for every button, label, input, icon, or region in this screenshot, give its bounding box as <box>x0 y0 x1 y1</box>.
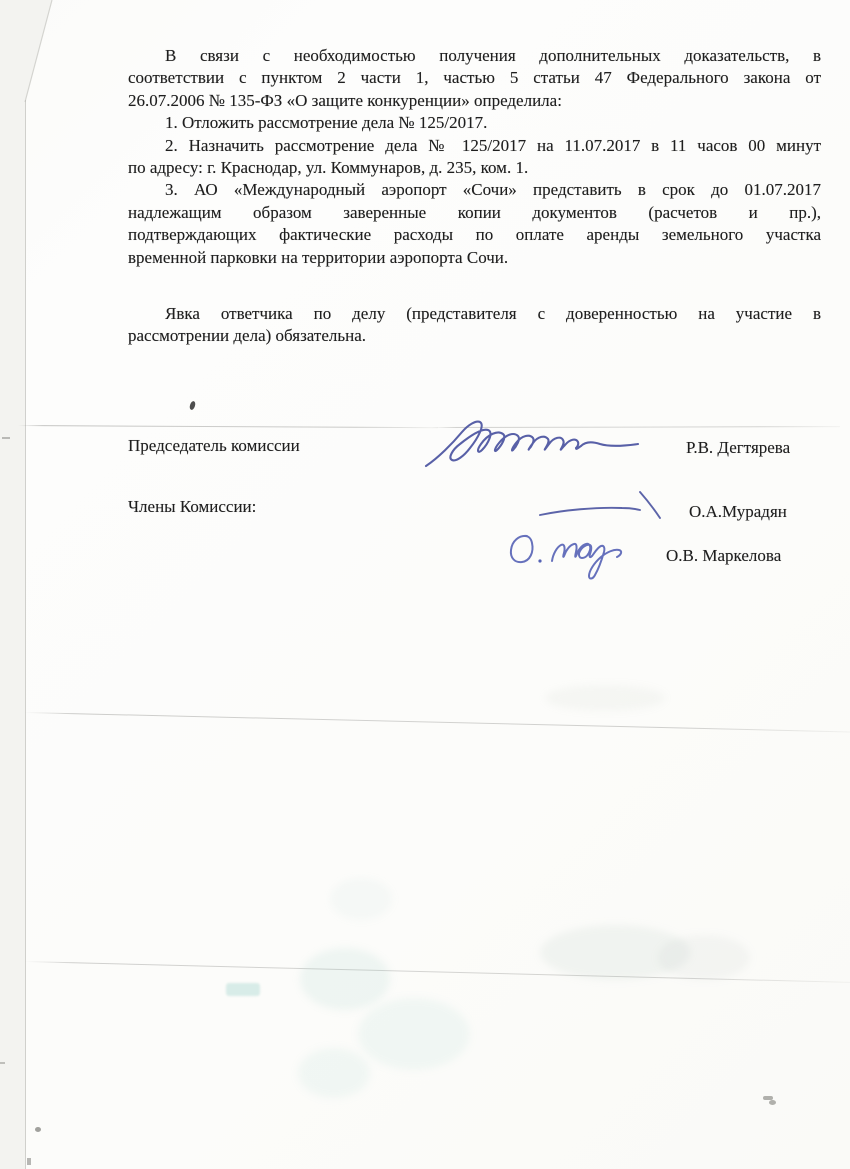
ink-bleed-smudge <box>300 948 390 1010</box>
ink-bleed-mark <box>226 983 260 996</box>
intro-line: соответствии с пунктом 2 части 1, частью 5 статьи 47 Федерального закона от <box>128 68 821 88</box>
member2-name: О.В. Маркелова <box>666 546 782 565</box>
fold-line-middle <box>24 712 850 733</box>
attendance-paragraph <box>128 303 821 348</box>
dust-speck <box>769 1100 776 1105</box>
members-label: Члены Комиссии: <box>128 497 257 516</box>
decision-item-3-line: временной парковки на территории аэропорта Сочи. <box>128 247 509 267</box>
chairman-name: Р.В. Дегтярева <box>686 438 791 457</box>
dust-speck <box>35 1127 41 1132</box>
ink-bleed-smudge <box>330 878 392 920</box>
dust-speck <box>2 437 10 439</box>
ink-bleed-smudge <box>545 685 665 711</box>
decision-item-3-line: надлежащим образом заверенные копии документов (расчетов и пр.), <box>128 202 821 222</box>
corner-fold-edge <box>25 0 52 102</box>
signature-stroke <box>511 536 533 562</box>
signature-dot <box>538 559 541 562</box>
dust-speck <box>27 1158 31 1165</box>
intro-line: В связи с необходимостью получения дополнительных доказательств, в <box>165 46 821 65</box>
decision-item-2-line: по адресу: г. Краснодар, ул. Коммунаров, д. 235, ком. 1. <box>128 157 529 177</box>
ink-bleed-smudge <box>658 935 750 980</box>
intro-line: 26.07.2006 № 135-ФЗ «О защите конкуренции» определила: <box>128 90 562 110</box>
scanner-margin <box>0 0 52 1169</box>
member2-signature <box>494 526 646 586</box>
signature-stroke <box>540 508 640 515</box>
member1-signature <box>536 488 664 524</box>
dust-speck <box>0 1062 5 1064</box>
ink-bleed-smudge <box>358 998 470 1070</box>
signature-stroke <box>426 422 638 466</box>
signature-stroke <box>640 492 660 518</box>
chairman-signature <box>422 418 652 473</box>
ink-bleed-smudge <box>298 1048 370 1098</box>
attendance-line: Явка ответчика по делу (представителя с доверенностью на участие в <box>165 304 821 323</box>
decision-item-3-line: 3. АО «Международный аэропорт «Сочи» представить в срок до 01.07.2017 <box>165 180 821 200</box>
attendance-line: рассмотрении дела) обязательна. <box>128 326 366 346</box>
signature-stroke <box>552 544 621 579</box>
chairman-role-label: Председатель комиссии <box>128 436 300 455</box>
decision-item-2-line: 2. Назначить рассмотрение дела № 125/2017 на 11.07.2017 в 11 часов 00 минут <box>165 135 821 155</box>
decision-item-3-line: подтверждающих фактические расходы по оплате аренды земельного участка <box>128 225 821 245</box>
ink-speck <box>189 400 197 410</box>
decision-item-1-line: 1. Отложить рассмотрение дела № 125/2017. <box>165 113 488 133</box>
fold-line-top-a <box>18 425 438 428</box>
member1-name: О.А.Мурадян <box>689 502 787 521</box>
decision-text-block <box>128 45 821 269</box>
